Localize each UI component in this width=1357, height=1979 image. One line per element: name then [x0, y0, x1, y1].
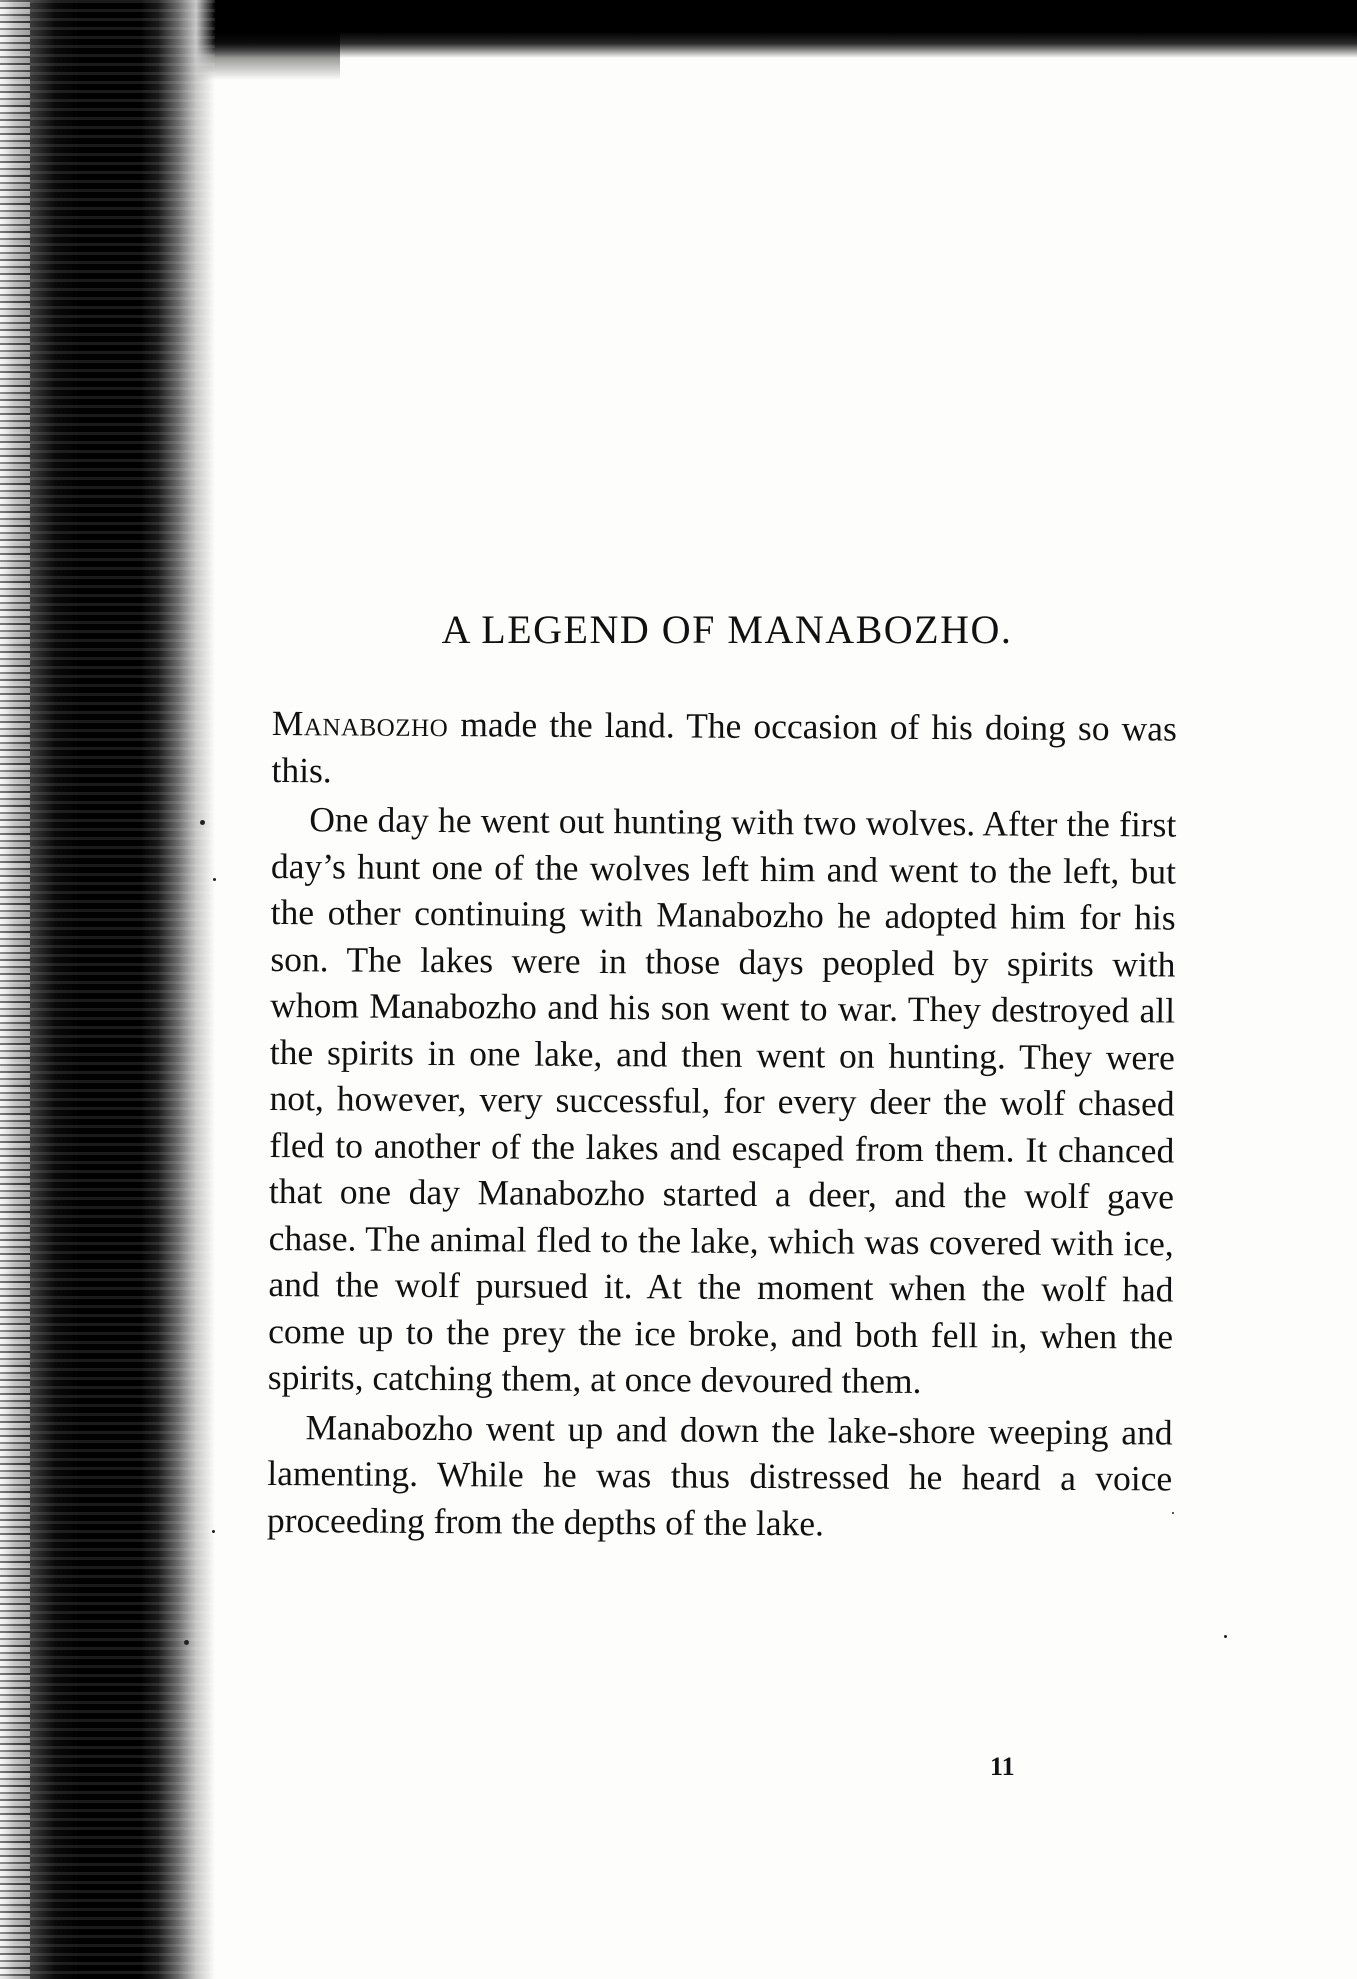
chapter-title: A LEGEND OF MANABOZHO. — [441, 607, 1013, 652]
scan-edge-noise — [0, 0, 30, 1979]
paragraph-1-lead: Manabozho — [271, 702, 449, 745]
book-binding-gutter — [0, 0, 215, 1979]
scan-speck — [212, 1530, 215, 1533]
body-text — [267, 700, 1177, 1552]
paragraph-1-text: made the land. The occasion of his doing so was this. — [271, 704, 1177, 790]
paragraph-3: Manabozho went up and down the lake-shore weeping and lamenting. While he was thus distressed he heard a voice proceeding from the depths of the lake. — [266, 1406, 1173, 1543]
page-number: 11 — [990, 1752, 1015, 1781]
paragraph-2: One day he went out hunting with two wolves. After the first day’s hunt one of the wolves left him and went to the left, but the other continuing with Manabozho he adopted him for his son. The lakes were in those days peopled by spirits with whom Manabozho and his son went to war. They destroyed all the spirits in one lake, and then went on hunting. They were not, however, very successful, for every deer the wolf chased fled to another of the lakes and escaped from them. It chanced that one day Manabozho started a deer, and the wolf gave chase. The animal fled to the lake, which was covered with ice, and the wolf pursued it. At the moment when the wolf had come up to the prey the ice broke, and both fell in, when the spirits, catching them, at once devoured them. — [267, 799, 1177, 1401]
scan-speck — [1172, 1512, 1174, 1514]
paragraph-1 — [271, 700, 1177, 799]
scan-speck — [184, 1640, 189, 1645]
scan-speck — [213, 878, 216, 881]
scan-speck — [1224, 1635, 1227, 1638]
scan-speck — [200, 820, 205, 825]
